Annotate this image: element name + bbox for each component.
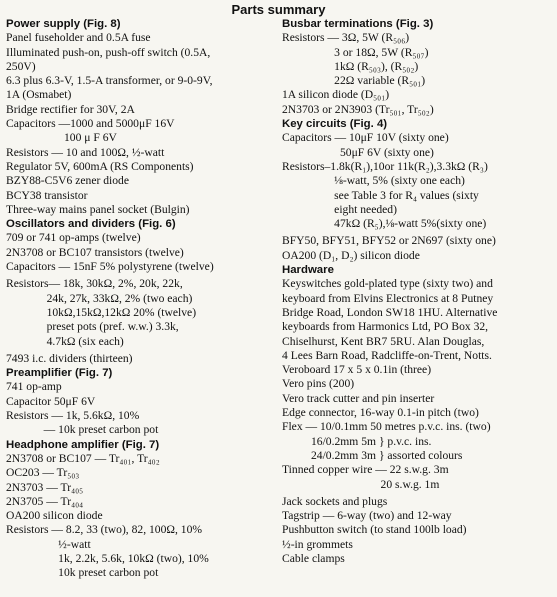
list-item: BFY50, BFY51, BFY52 or 2N697 (sixty one) — [282, 234, 496, 248]
list-item: Cable clamps — [282, 551, 345, 565]
list-item: Edge connector, 16-way 0.1-in pitch (two) — [282, 406, 479, 420]
list-item: Capacitors —1000 and 5000μF 16V — [6, 117, 175, 131]
list-item: Veroboard 17 x 5 x 0.1in (three) — [282, 363, 432, 377]
list-item: Capacitors — 15nF 5% polystyrene (twelve) — [6, 260, 214, 274]
list-item: 7493 i.c. dividers (thirteen) — [6, 351, 133, 365]
list-item: Resistors — 10 and 100Ω, ½-watt — [6, 145, 165, 159]
list-item: 2N3703 or 2N3903 (Tr₅₀₁, Tr₅₀₂) — [282, 102, 434, 116]
list-item: OC203 — Tr₅₀₃ — [6, 466, 80, 480]
list-item: BZY88-C5V6 zener diode — [6, 174, 129, 188]
list-item: keyboard from Elvins Electronics at 8 Putney — [282, 291, 494, 305]
list-item: Chiselhurst, Kent BR7 5RU. Alan Douglas, — [282, 334, 485, 348]
list-item: — 10k preset carbon pot — [6, 423, 159, 437]
list-item: eight needed) — [282, 202, 397, 216]
list-item: Resistors — 1k, 5.6kΩ, 10% — [6, 409, 140, 423]
section-heading: Busbar terminations (Fig. 3) — [282, 18, 434, 30]
list-item: OA200 (D₁, D₂) silicon diode — [282, 248, 420, 262]
section-heading: Power supply (Fig. 8) — [6, 18, 121, 30]
list-item: Tagstrip — 6-way (two) and 12-way — [282, 509, 452, 523]
list-item: Three-way mains panel socket (Bulgin) — [6, 202, 190, 216]
list-item: 1kΩ (R₅₀₃), (R₅₀₂) — [282, 59, 419, 73]
list-item: 2N3708 or BC107 — Tr₄₀₁, Tr₄₀₂ — [6, 451, 160, 465]
list-item: 2N3703 — Tr₄₀₅ — [6, 480, 84, 494]
list-item: 1k, 2.2k, 5.6k, 10kΩ (two), 10% — [6, 551, 209, 565]
list-item: Regulator 5V, 600mA (RS Components) — [6, 159, 194, 173]
list-item: Resistors — 8.2, 33 (two), 82, 100Ω, 10% — [6, 523, 203, 537]
list-item: BCY38 transistor — [6, 188, 88, 202]
page-title: Parts summary — [231, 2, 326, 17]
list-item: 24k, 27k, 33kΩ, 2% (two each) — [6, 291, 193, 305]
list-item: Illuminated push-on, push-off switch (0.5A, — [6, 45, 211, 59]
list-item: 10k preset carbon pot — [6, 566, 159, 580]
list-item: Bridge rectifier for 30V, 2A — [6, 102, 135, 116]
list-item: Flex — 10/0.1mm 50 metres p.v.c. ins. (two) — [282, 420, 491, 434]
list-item: Capacitors — 10μF 10V (sixty one) — [282, 131, 449, 145]
list-item: keyboards from Harmonics Ltd, PO Box 32, — [282, 320, 489, 334]
list-item: see Table 3 for R₄ values (sixty — [282, 188, 479, 202]
section-heading: Oscillators and dividers (Fig. 6) — [6, 218, 176, 231]
list-item: 1A silicon diode (D₅₀₁) — [282, 88, 390, 102]
list-item: 4.7kΩ (six each) — [6, 334, 124, 348]
list-item: 22Ω variable (R₅₀₁) — [282, 74, 426, 88]
left-column — [6, 17, 276, 581]
list-item: 709 or 741 op-amps (twelve) — [6, 231, 141, 245]
list-item: Keyswitches gold-plated type (sixty two) and — [282, 277, 493, 291]
list-item: Resistors— 18k, 30kΩ, 2%, 20k, 22k, — [6, 277, 183, 291]
list-item: 3 or 18Ω, 5W (R₅₀₇) — [282, 45, 429, 59]
section-heading: Preamplifier (Fig. 7) — [6, 367, 113, 380]
list-item: 2N3708 or BC107 transistors (twelve) — [6, 245, 184, 259]
list-item: Tinned copper wire — 22 s.w.g. 3m — [282, 463, 449, 477]
list-item: 47kΩ (R₅),⅛-watt 5%(sixty one) — [282, 217, 487, 231]
list-item: 20 s.w.g. 1m — [282, 477, 440, 491]
section-heading: Hardware — [282, 264, 334, 277]
list-item: Resistors–1.8k(R₁),10or 11k(R₂),3.3kΩ (R₃) — [282, 159, 488, 173]
list-item: Vero track cutter and pin inserter — [282, 391, 435, 405]
list-item: Pushbutton switch (to stand 100lb load) — [282, 523, 467, 537]
list-item: 16/0.2mm 5m } p.v.c. ins. — [282, 434, 432, 448]
list-item: Resistors — 3Ω, 5W (R₅₀₆) — [282, 31, 410, 45]
list-item: Vero pins (200) — [282, 377, 355, 391]
list-item: 10kΩ,15kΩ,12kΩ 20% (twelve) — [6, 305, 197, 319]
list-item: ½-watt — [6, 537, 91, 551]
list-item: preset pots (pref. w.w.) 3.3k, — [6, 320, 179, 334]
list-item: 2N3705 — Tr₄₀₄ — [6, 494, 84, 508]
list-item: 741 op-amp — [6, 380, 62, 394]
list-item: Panel fuseholder and 0.5A fuse — [6, 31, 151, 45]
list-item: OA200 silicon diode — [6, 509, 103, 523]
list-item: Jack sockets and plugs — [282, 494, 388, 508]
list-item: 24/0.2mm 3m } assorted colours — [282, 448, 463, 462]
list-item: Capacitor 50μF 6V — [6, 394, 96, 408]
list-item: 1A (Osmabet) — [6, 88, 72, 102]
right-column — [282, 17, 554, 566]
list-item: 50μF 6V (sixty one) — [282, 145, 434, 159]
list-item: 250V) — [6, 59, 36, 73]
list-item: Bridge Road, London SW18 1HU. Alternative — [282, 305, 498, 319]
list-item: 6.3 plus 6.3-V, 1.5-A transformer, or 9-0-9V, — [6, 74, 213, 88]
list-item: ⅛-watt, 5% (sixty one each) — [282, 174, 465, 188]
list-item: 4 Lees Barn Road, Radcliffe-on-Trent, Notts. — [282, 348, 492, 362]
list-item: ½-in grommets — [282, 537, 353, 551]
list-item: 100 μ F 6V — [6, 131, 117, 145]
section-heading: Key circuits (Fig. 4) — [282, 118, 388, 131]
section-heading: Headphone amplifier (Fig. 7) — [6, 438, 160, 451]
